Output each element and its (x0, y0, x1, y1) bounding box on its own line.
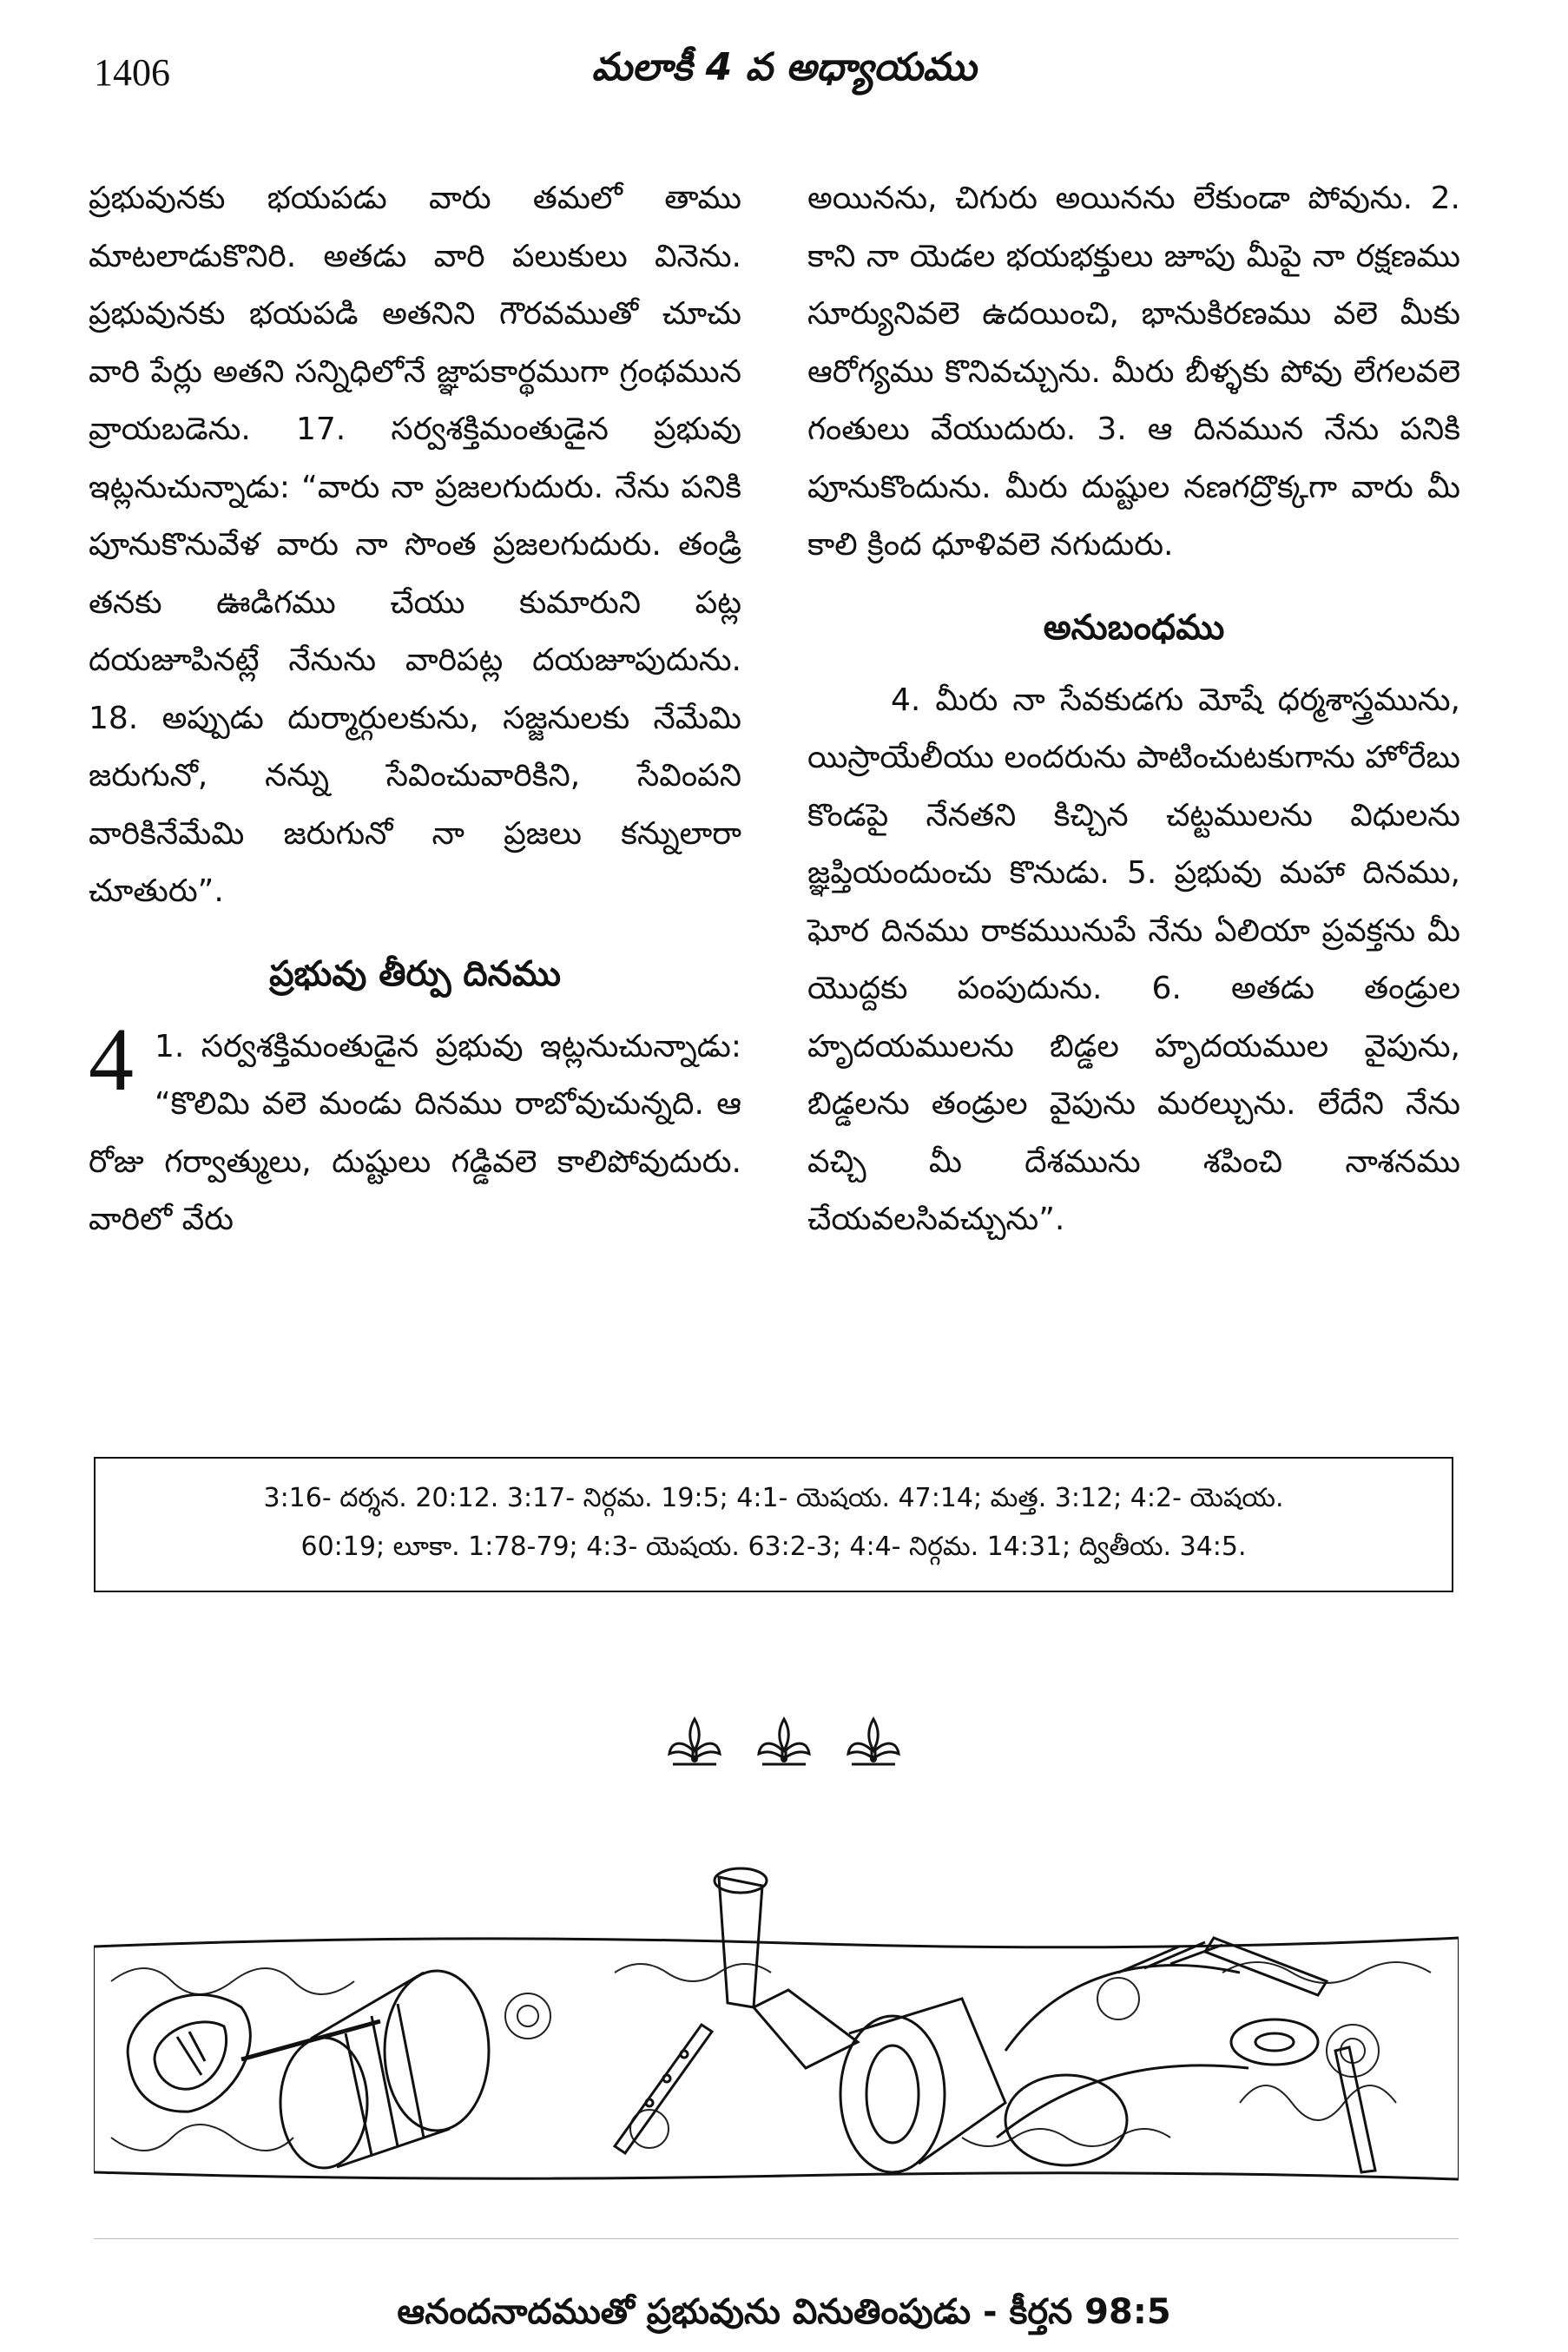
body-paragraph: అయినను, చిగురు అయినను లేకుండా పోవును. 2. కాని నా యెడల భయభక్తులు జూపు మీపై నా రక్షణము సూర్యునివలె ఉదయించి, భానుకిరణము వలె మీకు ఆరోగ్యము కొనివచ్చును. మీరు బీళ్ళకు పోవు లేగలవలె గంతులు వేయుదురు. 3. ఆ దినమున నేను పనికి పూనుకొందును. మీరు దుష్టుల నణగద్రొక్కగా వారు మీ కాలి క్రింద ధూళివలె నగుదురు. (807, 181, 1460, 563)
fleuron-icon (664, 1716, 725, 1769)
body-paragraph: 4. మీరు నా సేవకుడగు మోషే ధర్మశాస్త్రమును, యిస్రాయేలీయు లందరును పాటించుటకుగాను హోరేబు కొండపై నేనతని కిచ్చిన చట్టములను విధులను జ్ఞప్తియందుంచు కొనుడు. 5. ప్రభువు మహా దినము, ఘోర దినము రాకముునుపే నేను ఏలియా ప్రవక్తను మీ యొద్దకు పంపుదును. 6. అతడు తండ్రుల హృదయములను బిడ్డల హృదయముల వైపును, బిడ్డలను తండ్రుల వైపును మరల్చును. లేదేని నేను వచ్చి మీ దేశమును శపించి నాశనము చేయవలసివచ్చును”. (807, 682, 1460, 1237)
section-heading: అనుబంధము (1043, 607, 1225, 648)
right-column (807, 170, 1460, 1249)
footer-divider (94, 2238, 1459, 2239)
body-paragraph: ప్రభువునకు భయపడు వారు తమలో తాము మాటలాడుకొనిరి. అతడు వారి పలుకులు వినెను. ప్రభువునకు భయపడి అతనిని గౌరవముతో చూచు వారి పేర్లు అతని సన్నిధిలోనే జ్ఞాపకార్థముగా గ్రంథమున వ్రాయబడెను. 17. సర్వశక్తిమంతుడైన ప్రభువు ఇట్లనుచున్నాడు: “వారు నా ప్రజలగుదురు. నేను పనికి పూనుకొనువేళ వారు నా సొంత ప్రజలగుదురు. తండ్రి తనకు ఊడిగము చేయు కుమారుని పట్ల దయజూపినట్లే నేనును వారిపట్ల దయజూపుదును. 18. అప్పుడు దుర్మార్గులకును, సజ్జనులకు నేమేమి జరుగునో, నన్ను సేవించువారికిని, సేవింపని వారికినేమేమి జరుగునో నా ప్రజలు కన్నులారా చూతురు”. (89, 181, 741, 909)
section-heading: ప్రభువు తీర్పు దినము (269, 953, 561, 994)
reference-line: 60:19; లూకా. 1:78-79; 4:3- యెషయ. 63:2-3; 4:4- నిర్గమ. 14:31; ద్వితీయ. 34:5. (300, 1532, 1247, 1562)
musical-instruments-illustration (94, 1842, 1459, 2224)
running-head: మలాకీ 4 వ అధ్యాయము (591, 45, 977, 89)
ornament-row (0, 1716, 1568, 1773)
page-number: 1406 (94, 51, 170, 94)
footer-caption: ఆనందనాదముతో ప్రభువును వినుతింపుడు - కీర్తన 98:5 (397, 2292, 1171, 2332)
reference-line: 3:16- దర్శన. 20:12. 3:17- నిర్గమ. 19:5; 4:1- యెషయ. 47:14; మత్త. 3:12; 4:2- యెషయ. (263, 1483, 1284, 1513)
fleuron-icon (843, 1716, 904, 1769)
chapter-text: 1. సర్వశక్తిమంతుడైన ప్రభువు ఇట్లనుచున్నాడు: “కొలిమి వలె మండు దినము రాబోవుచున్నది. ఆ రోజు గర్వాత్ములు, దుష్టులు గడ్డివలె కాలిపోవుదురు. వారిలో వేరు (89, 1028, 741, 1237)
fleuron-icon (754, 1716, 814, 1769)
cross-references-box (94, 1457, 1453, 1592)
left-column (89, 170, 741, 1249)
chapter-paragraph (89, 1009, 741, 1249)
chapter-number: 4 (89, 1009, 134, 1110)
